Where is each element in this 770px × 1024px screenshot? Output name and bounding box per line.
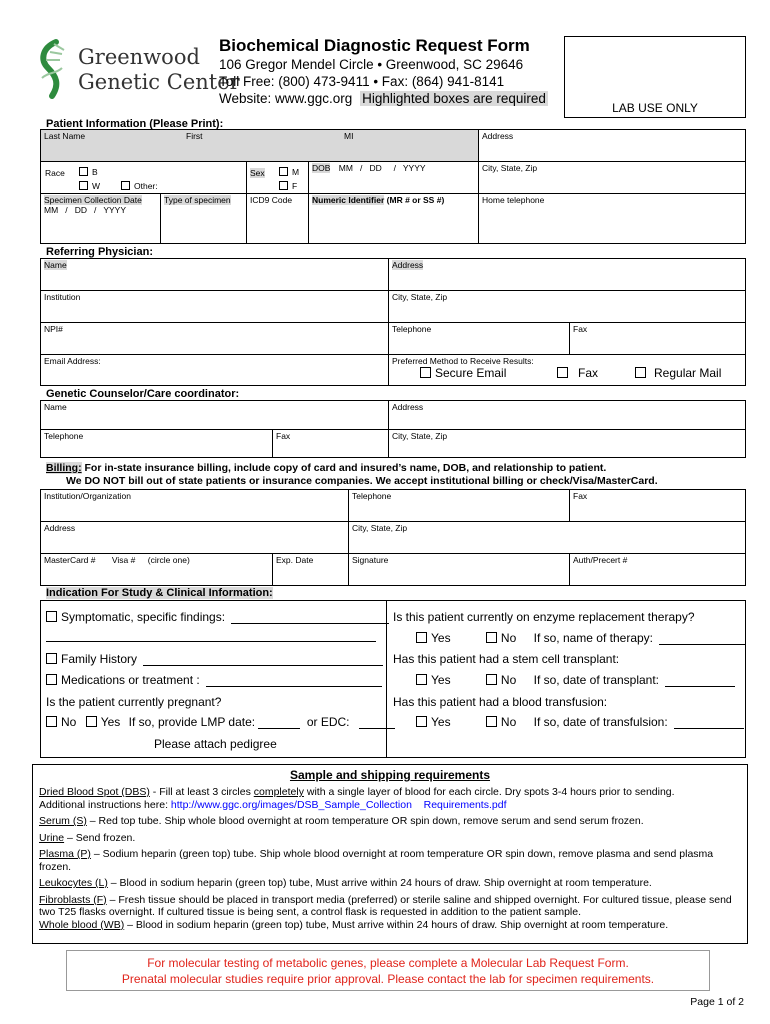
transfusion-no-checkbox[interactable] [486,716,497,727]
billing-city-label: City, State, Zip [352,523,408,533]
ert-followup-label: If so, name of therapy: [533,631,654,645]
family-history-checkbox[interactable] [46,653,57,664]
specimen-date-format: MM / DD / YYYY [44,205,127,215]
npi-field[interactable] [41,323,389,355]
urine-term: Urine [39,831,65,844]
ert-row [416,631,745,645]
billing-institution-label: Institution/Organization [44,491,131,501]
counselor-city-label: City, State, Zip [392,431,448,441]
email-field[interactable] [41,355,389,385]
ert-yes-checkbox[interactable] [416,632,427,643]
billing-address-field[interactable] [41,522,349,554]
race-other-checkbox[interactable] [121,181,130,190]
results-method-label: Preferred Method to Receive Results: [392,356,534,366]
molecular-notice-box [66,950,710,991]
dbs-completely: completely [253,786,304,798]
race-b-label: B [92,167,98,177]
logo-line2: Genetic Center [78,70,240,94]
visa-label: Visa # [111,555,136,565]
circle-one-label: (circle one) [147,555,190,565]
serum-text: – Red top tube. Ship whole blood overnight at room temperature OR spin down, remove serum and send serum frozen. [86,815,644,827]
race-other-label: Other: [134,181,158,191]
results-fax-label: Fax [578,366,599,380]
dbs-text: - Fill at least 3 circles [149,786,254,798]
institution-label: Institution [44,292,81,302]
race-w-label: W [92,181,101,191]
stem-cell-row [416,673,735,687]
sex-label: Sex [250,168,265,178]
dbs-more: Additional instructions here: [39,798,171,811]
plasma-term: Plasma (P) [39,848,91,860]
patient-address-field[interactable] [479,130,745,162]
lab-phone: Toll Free: (800) 473-9411 • Fax: (864) 941-8141 [219,74,505,89]
physician-section-title: Referring Physician: [46,246,153,258]
symptomatic-row [46,610,389,624]
stem-cell-question: Has this patient had a stem cell transplant: [393,652,620,666]
city-state-zip-field[interactable] [479,162,745,194]
lab-address: 106 Gregor Mendel Circle • Greenwood, SC 29646 [219,57,524,72]
numeric-id-field[interactable] [309,194,479,243]
edc-label: or EDC: [306,715,350,729]
ert-therapy-input[interactable] [659,644,745,645]
urine-item [39,832,743,845]
sample-requirements-box [32,764,748,944]
home-phone-field[interactable] [479,194,745,243]
dbs-text2: with a single layer of blood for each circle. Dry spots 3-4 hours prior to sending. [303,786,675,798]
race-b-checkbox[interactable] [79,167,88,176]
billing-fax-field[interactable] [570,490,745,522]
pregnant-yes-checkbox[interactable] [86,716,97,727]
exp-date-field[interactable] [273,554,349,585]
npi-label: NPI# [44,324,63,334]
transfusion-row [416,715,744,729]
counselor-address-field[interactable] [389,401,745,430]
lab-use-box [564,36,746,118]
billing-note [46,462,658,488]
email-label: Email Address: [44,356,101,366]
leukocytes-text: – Blood in sodium heparin (green top) tube, Must arrive within 24 hours of draw. Ship overnight at room temperature. [107,877,652,889]
pregnant-question: Is the patient currently pregnant? [46,695,222,709]
dbs-link-row [39,799,743,812]
fibroblasts-term: Fibroblasts (F) [39,893,107,906]
indication-section-title: Indication For Study & Clinical Information: [46,587,273,599]
transfusion-yes-checkbox[interactable] [416,716,427,727]
mastercard-label: MasterCard # [44,555,96,565]
secure-email-label: Secure Email [435,366,507,380]
patient-grid [40,129,746,244]
counselor-fax-label: Fax [276,431,291,441]
billing-telephone-label: Telephone [352,491,392,501]
physician-name-field[interactable] [41,259,389,291]
leukocytes-term: Leukocytes (L) [39,877,108,889]
counselor-fax-field[interactable] [273,430,389,457]
exp-date-label: Exp. Date [276,555,314,565]
indication-box [40,600,746,758]
logo-line1: Greenwood [78,45,200,69]
medications-checkbox[interactable] [46,674,57,685]
specimen-date-field[interactable] [41,194,161,243]
billing-telephone-field[interactable] [349,490,570,522]
whole-blood-term: Whole blood (WB) [39,918,125,931]
physician-telephone-field[interactable] [389,323,570,355]
family-history-label: Family History [61,652,138,666]
billing-city-field[interactable] [349,522,745,554]
dob-format: MM / DD / YYYY [338,163,426,173]
counselor-city-field[interactable] [389,430,745,457]
counselor-telephone-label: Telephone [44,431,84,441]
last-name-label: Last Name [44,131,86,141]
transfusion-followup-label: If so, date of transfulsion: [533,715,668,729]
billing-fax-label: Fax [573,491,588,501]
symptomatic-input[interactable] [231,623,389,624]
transfusion-date-input[interactable] [674,728,744,729]
stem-no-checkbox[interactable] [486,674,497,685]
highlight-note: Highlighted boxes are required [362,91,546,106]
symptomatic-label: Symptomatic, specific findings: [61,610,226,624]
dob-label: DOB [312,163,331,173]
plasma-item [39,848,743,873]
serum-term: Serum (S) [39,815,87,827]
physician-city-field[interactable] [389,291,745,323]
card-number-field[interactable] [41,554,273,585]
counselor-address-label: Address [392,402,424,412]
specimen-date-label: Specimen Collection Date [44,195,142,205]
sample-title: Sample and shipping requirements [289,768,491,782]
regular-mail-checkbox[interactable] [635,367,646,378]
stem-yes-label: Yes [431,673,451,687]
race-field [41,162,247,194]
signature-label: Signature [352,555,389,565]
secure-email-checkbox[interactable] [420,367,431,378]
edc-input[interactable] [359,728,395,729]
form-title: Biochemical Diagnostic Request Form [219,36,530,55]
fibroblasts-item [39,894,743,919]
notice-line2: Prenatal molecular studies require prior approval. Please contact the lab for specimen requirements. [121,972,655,986]
counselor-name-label: Name [44,402,67,412]
signature-field[interactable] [349,554,570,585]
icd9-label: ICD9 Code [250,195,293,205]
ert-yes-label: Yes [431,631,451,645]
pedigree-note: Please attach pedigree [154,737,277,751]
leukocytes-item [39,877,743,890]
dbs-instructions-link[interactable]: http://www.ggc.org/images/DSB_Sample_Collection Requirements.pdf [170,798,507,811]
pregnant-no-label: No [61,715,77,729]
physician-fax-field[interactable] [570,323,745,355]
whole-blood-text: – Blood in sodium heparin (green top) tube, Must arrive within 24 hours of draw. Ship overnight at room temperature. [124,918,669,931]
website-row [219,91,548,106]
home-phone-label: Home telephone [482,195,545,205]
dbs-term: Dried Blood Spot (DBS) [39,786,150,798]
notice-line1: For molecular testing of metabolic genes, please complete a Molecular Lab Request Form. [147,956,629,970]
transfusion-no-label: No [500,715,517,729]
lmp-input[interactable] [258,728,300,729]
symptomatic-input-line2[interactable] [46,629,376,642]
numeric-id-label: Numeric Identifier [312,195,385,205]
pregnant-no-checkbox[interactable] [46,716,57,727]
results-fax-checkbox[interactable] [557,367,568,378]
serum-item [39,815,743,828]
sex-field [247,162,309,194]
billing-address-label: Address [44,523,76,533]
lab-use-label: LAB USE ONLY [612,101,698,115]
physician-grid [40,258,746,386]
sex-m-checkbox[interactable] [279,167,288,176]
sample-list [39,786,743,931]
auth-label: Auth/Precert # [573,555,628,565]
symptomatic-checkbox[interactable] [46,611,57,622]
medications-row [46,673,382,687]
institution-field[interactable] [41,291,389,323]
ert-question: Is this patient currently on enzyme replacement therapy? [393,610,695,624]
ert-no-label: No [500,631,517,645]
physician-address-field[interactable] [389,259,745,291]
physician-city-label: City, State, Zip [392,292,448,302]
city-state-zip-label: City, State, Zip [482,163,538,173]
page-number: Page 1 of 2 [690,996,744,1008]
billing-grid [40,489,746,586]
dob-field[interactable] [309,162,479,194]
billing-line2: We DO NOT bill out of state patients or insurance companies. We accept institutional billing or check/Visa/MasterCard. [66,475,658,487]
fibroblasts-text: – Fresh tissue should be placed in transport media (preferred) or sterile saline and shipped overnight. For cultured tissue, please send two T25 flasks overnight. If cultured tissue is being sent, a control flask is requested in addition to the patient sample. [39,893,732,918]
logo [34,38,240,104]
icd9-field[interactable] [247,194,309,243]
regular-mail-label: Regular Mail [654,366,722,380]
plasma-text: – Sodium heparin (green top) tube. Ship whole blood overnight at room temperature OR spin down, remove plasma and send plasma frozen. [39,848,714,873]
stem-followup-label: If so, date of transplant: [533,673,660,687]
stem-yes-checkbox[interactable] [416,674,427,685]
last-name-field[interactable] [41,130,479,162]
results-method-field [389,355,745,385]
race-label: Race [45,168,65,178]
billing-label: Billing: [46,462,82,474]
mi-label: MI [344,131,354,141]
medications-label: Medications or treatment : [61,673,200,687]
counselor-name-field[interactable] [41,401,389,430]
sex-f-label: F [292,181,298,191]
counselor-grid [40,400,746,458]
pregnant-yes-label: Yes [100,715,121,729]
website: Website: www.ggc.org [219,91,353,106]
lmp-label: If so, provide LMP date: [128,715,256,729]
stem-no-label: No [500,673,517,687]
pregnant-row [46,715,395,729]
indication-divider [386,601,387,757]
race-w-checkbox[interactable] [79,181,88,190]
physician-telephone-label: Telephone [392,324,432,334]
specimen-type-field[interactable] [161,194,247,243]
transfusion-question: Has this patient had a blood transfusion: [393,695,608,709]
physician-fax-label: Fax [573,324,588,334]
counselor-section-title: Genetic Counselor/Care coordinator: [46,388,240,400]
first-label: First [186,131,203,141]
transplant-date-input[interactable] [665,686,735,687]
dbs-item [39,786,743,799]
family-history-row [46,652,383,666]
billing-line1: For in-state insurance billing, include copy of card and insured’s name, DOB, and relationship to patient. [81,462,607,474]
sex-f-checkbox[interactable] [279,181,288,190]
medications-input[interactable] [206,686,382,687]
family-history-input[interactable] [143,665,383,666]
whole-blood-item [39,919,743,932]
patient-section-title: Patient Information (Please Print): [46,118,224,130]
auth-field[interactable] [570,554,745,585]
counselor-telephone-field[interactable] [41,430,273,457]
urine-text: – Send frozen. [64,831,136,844]
ert-no-checkbox[interactable] [486,632,497,643]
patient-address-label: Address [482,131,514,141]
physician-name-label: Name [44,260,67,270]
billing-institution-field[interactable] [41,490,349,522]
transfusion-yes-label: Yes [431,715,451,729]
specimen-type-label: Type of specimen [164,195,231,205]
dna-logo-icon [34,38,74,104]
numeric-id-note: (MR # or SS #) [386,195,445,205]
physician-address-label: Address [392,260,424,270]
sex-m-label: M [292,167,300,177]
